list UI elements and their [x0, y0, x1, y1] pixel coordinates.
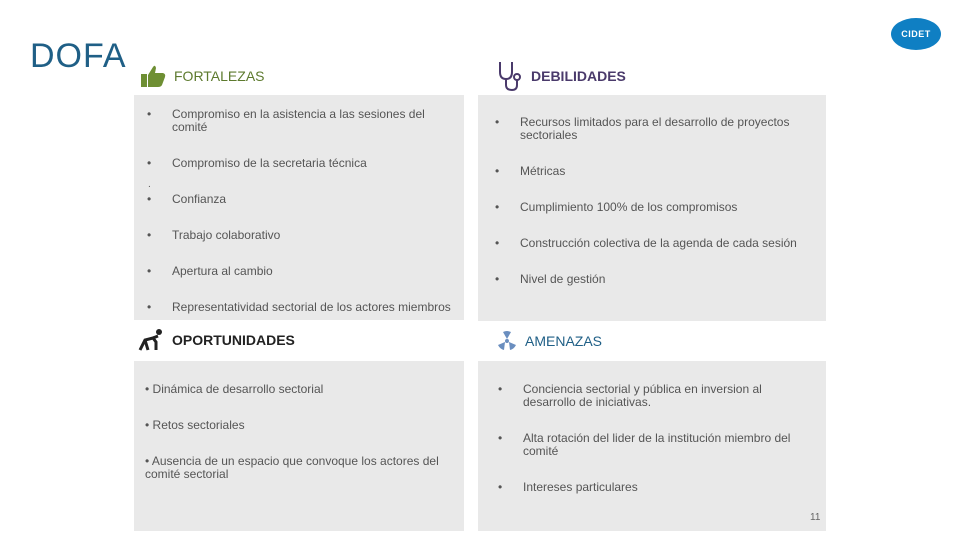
radiation-icon [497, 331, 517, 351]
bullet-marker: • [495, 272, 500, 286]
debilidades-item-text: Cumplimiento 100% de los compromisos [520, 200, 738, 214]
fortalezas-title: FORTALEZAS [174, 68, 265, 84]
debilidades-item-text: Nivel de gestión [520, 272, 606, 286]
bullet-marker: • [498, 382, 503, 396]
amenazas-item-text: Conciencia sectorial y pública en inversion al desarrollo de iniciativas. [523, 382, 762, 409]
bullet-marker: • [147, 228, 152, 242]
amenazas-heading [497, 331, 602, 351]
page-title: DOFA [30, 37, 127, 75]
fortalezas-item-text: Compromiso en la asistencia a las sesiones del comité [172, 107, 425, 134]
bullet-marker: • [147, 300, 152, 314]
amenazas-item-text: Intereses particulares [523, 480, 638, 494]
oportunidades-heading [136, 328, 295, 352]
bullet-marker: • [147, 192, 152, 206]
amenazas-title: AMENAZAS [525, 333, 603, 349]
fortalezas-item-text: Representatividad sectorial de los actores miembros [172, 300, 451, 314]
amenazas-item-text: Alta rotación del lider de la institución miembro del comité [523, 431, 791, 458]
bullet-marker: • [498, 431, 503, 445]
debilidades-item [495, 201, 815, 229]
debilidades-item [495, 116, 815, 144]
bullet-marker: • [147, 264, 152, 278]
logo-text: CIDET [901, 29, 931, 39]
debilidades-item-text: Métricas [520, 164, 566, 178]
debilidades-item [495, 273, 815, 301]
runner-icon [136, 328, 164, 352]
oportunidades-title: OPORTUNIDADES [172, 332, 295, 348]
debilidades-title: DEBILIDADES [531, 68, 626, 84]
fortalezas-item [147, 301, 457, 329]
fortalezas-item-text: Confianza [172, 192, 227, 206]
amenazas-item [498, 481, 808, 509]
oportunidades-item: • Dinámica de desarrollo sectorial [145, 382, 324, 396]
fortalezas-item [147, 193, 457, 221]
stray-dot: . [148, 179, 151, 190]
debilidades-heading [497, 60, 626, 92]
bullet-marker: • [498, 480, 503, 494]
fortalezas-heading [140, 64, 265, 88]
oportunidades-item: • Ausencia de un espacio que convoque los actores del comité sectorial [145, 454, 439, 481]
oportunidades-item: • Retos sectoriales [145, 418, 245, 432]
debilidades-item [495, 237, 815, 265]
bullet-marker: • [147, 156, 152, 170]
debilidades-item [495, 165, 815, 193]
bullet-marker: • [147, 107, 152, 121]
cidet-logo [891, 18, 941, 50]
debilidades-item-text: Construcción colectiva de la agenda de cada sesión [520, 236, 797, 250]
amenazas-item [498, 383, 808, 411]
fortalezas-item [147, 157, 457, 185]
fortalezas-item [147, 229, 457, 257]
fortalezas-item-text: Apertura al cambio [172, 264, 273, 278]
bullet-marker: • [495, 164, 500, 178]
bullet-marker: • [495, 200, 500, 214]
page-number: 11 [810, 512, 821, 523]
amenazas-item [498, 432, 808, 460]
fortalezas-item-text: Compromiso de la secretaria técnica [172, 156, 367, 170]
thumbs-up-icon [140, 64, 166, 88]
bullet-marker: • [495, 236, 500, 250]
bullet-marker: • [495, 115, 500, 129]
stethoscope-icon [497, 60, 523, 92]
debilidades-item-text: Recursos limitados para el desarrollo de proyectos sectoriales [520, 115, 790, 142]
fortalezas-item-text: Trabajo colaborativo [172, 228, 281, 242]
fortalezas-item [147, 108, 457, 136]
fortalezas-item [147, 265, 457, 293]
